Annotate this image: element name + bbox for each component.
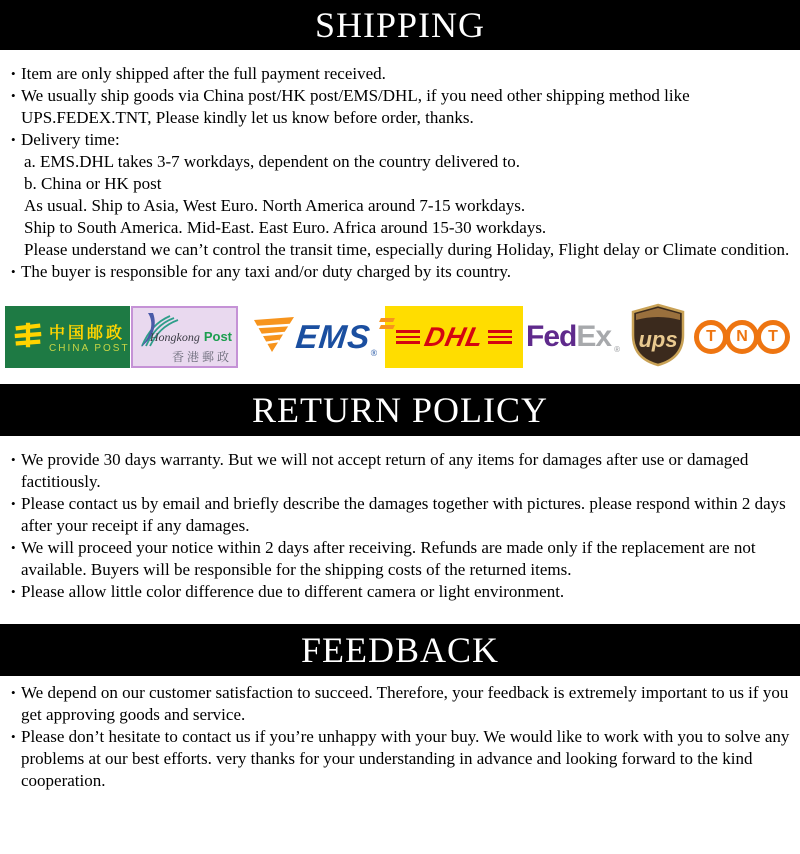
bullet-icon: • bbox=[11, 496, 16, 511]
china-post-cn-label: 中国邮政 bbox=[49, 325, 126, 342]
dhl-logo bbox=[385, 306, 523, 368]
ups-shield-icon bbox=[629, 303, 687, 372]
bullet-icon: • bbox=[11, 132, 16, 147]
shipping-item-text: We usually ship goods via China post/HK post/EMS/DHL, if you need other shipping method like UPS.FEDEX.TNT, Please kindly let us know before order, thanks. bbox=[21, 86, 690, 127]
list-item bbox=[11, 261, 794, 283]
return-policy-item-text: Please allow little color difference due to different camera or light environment. bbox=[21, 582, 565, 601]
hongkong-post-name2-label: Post bbox=[203, 329, 232, 344]
shipping-section-header bbox=[0, 0, 800, 50]
return-policy-item-text: Please contact us by email and briefly describe the damages together with pictures. please respond within 2 days after your receipt if any damages. bbox=[21, 494, 786, 535]
shipping-item-text: The buyer is responsible for any taxi and/or duty charged by its country. bbox=[21, 262, 512, 281]
bullet-icon: • bbox=[11, 685, 16, 700]
list-item bbox=[11, 63, 794, 85]
shipping-item-text: Delivery time: bbox=[21, 130, 120, 149]
dhl-stripes-left-icon bbox=[396, 330, 420, 344]
fedex-wordmark-ex: Ex bbox=[576, 320, 612, 353]
tnt-ring-icon: T bbox=[694, 320, 728, 354]
feedback-item-text: Please don’t hesitate to contact us if you’re unhappy with your buy. We would like to work with you to solve any problems at our best efforts. very thanks for your understanding in advance and looking forward to the kind cooperation. bbox=[21, 727, 790, 790]
delivery-subline: a. EMS.DHL takes 3-7 workdays, dependent on the country delivered to. bbox=[24, 152, 521, 171]
list-item bbox=[11, 85, 794, 129]
dhl-wordmark: DHL bbox=[421, 321, 487, 352]
ups-logo bbox=[628, 306, 688, 368]
shipping-item-text: Item are only shipped after the full payment received. bbox=[21, 64, 386, 83]
china-post-logo bbox=[5, 306, 130, 368]
china-post-emblem-icon bbox=[11, 318, 45, 357]
bullet-icon: • bbox=[11, 584, 16, 599]
fedex-logo bbox=[528, 306, 618, 368]
delivery-subline: Please understand we can’t control the transit time, especially during Holiday, Flight delay or Climate condition. bbox=[24, 240, 790, 259]
bullet-icon: • bbox=[11, 540, 16, 555]
bullet-icon: • bbox=[11, 264, 16, 279]
return-policy-list bbox=[0, 436, 800, 603]
svg-text:ups: ups bbox=[638, 326, 678, 352]
tnt-ring-icon: T bbox=[756, 320, 790, 354]
carrier-logos-row bbox=[5, 306, 800, 368]
list-item bbox=[11, 581, 794, 603]
list-item bbox=[11, 449, 794, 493]
list-item bbox=[11, 537, 794, 581]
shipping-list bbox=[0, 50, 800, 283]
ems-logo bbox=[252, 306, 380, 368]
return-policy-item-text: We will proceed your notice within 2 days after receiving. Refunds are made only if the replacement are not available. Buyers will be responsible for the shipping costs of the returned items. bbox=[21, 538, 756, 579]
fedex-wordmark-fed: Fed bbox=[526, 320, 577, 353]
tnt-ring-icon: N bbox=[725, 320, 759, 354]
delivery-subline: As usual. Ship to Asia, West Euro. North America around 7-15 workdays. bbox=[24, 196, 526, 215]
bullet-icon: • bbox=[11, 88, 16, 103]
delivery-subline: b. China or HK post bbox=[24, 174, 162, 193]
hongkong-post-logo bbox=[131, 306, 238, 368]
return-policy-section-header bbox=[0, 384, 800, 436]
feedback-section-title: FEEDBACK bbox=[300, 630, 500, 670]
dhl-stripes-right-icon bbox=[488, 330, 512, 344]
ems-triangle-icon bbox=[254, 317, 294, 358]
list-item bbox=[11, 493, 794, 537]
tnt-logo bbox=[692, 306, 792, 368]
bullet-icon: • bbox=[11, 66, 16, 81]
list-item bbox=[11, 682, 794, 726]
feedback-section-header bbox=[0, 624, 800, 676]
delivery-subline: Ship to South America. Mid-East. East Euro. Africa around 15-30 workdays. bbox=[24, 218, 547, 237]
hongkong-post-name1-label: Hongkong bbox=[149, 330, 200, 344]
shipping-section-title: SHIPPING bbox=[314, 5, 486, 45]
ems-registered-mark: ® bbox=[370, 348, 378, 358]
list-item bbox=[11, 726, 794, 792]
list-item bbox=[11, 129, 794, 151]
hongkong-post-cn-label: 香港郵政 bbox=[171, 350, 232, 364]
china-post-en-label: CHINA POST bbox=[49, 343, 130, 354]
ems-wordmark: EMS bbox=[294, 318, 373, 355]
feedback-item-text: We depend on our customer satisfaction to succeed. Therefore, your feedback is extremely important to us if you get approving goods and service. bbox=[21, 683, 789, 724]
bullet-icon: • bbox=[11, 729, 16, 744]
fedex-registered-mark: ® bbox=[614, 345, 620, 354]
bullet-icon: • bbox=[11, 452, 16, 467]
return-policy-section-title: RETURN POLICY bbox=[251, 390, 548, 430]
return-policy-item-text: We provide 30 days warranty. But we will not accept return of any items for damages after use or damaged factitiously. bbox=[21, 450, 749, 491]
feedback-list bbox=[0, 676, 800, 792]
